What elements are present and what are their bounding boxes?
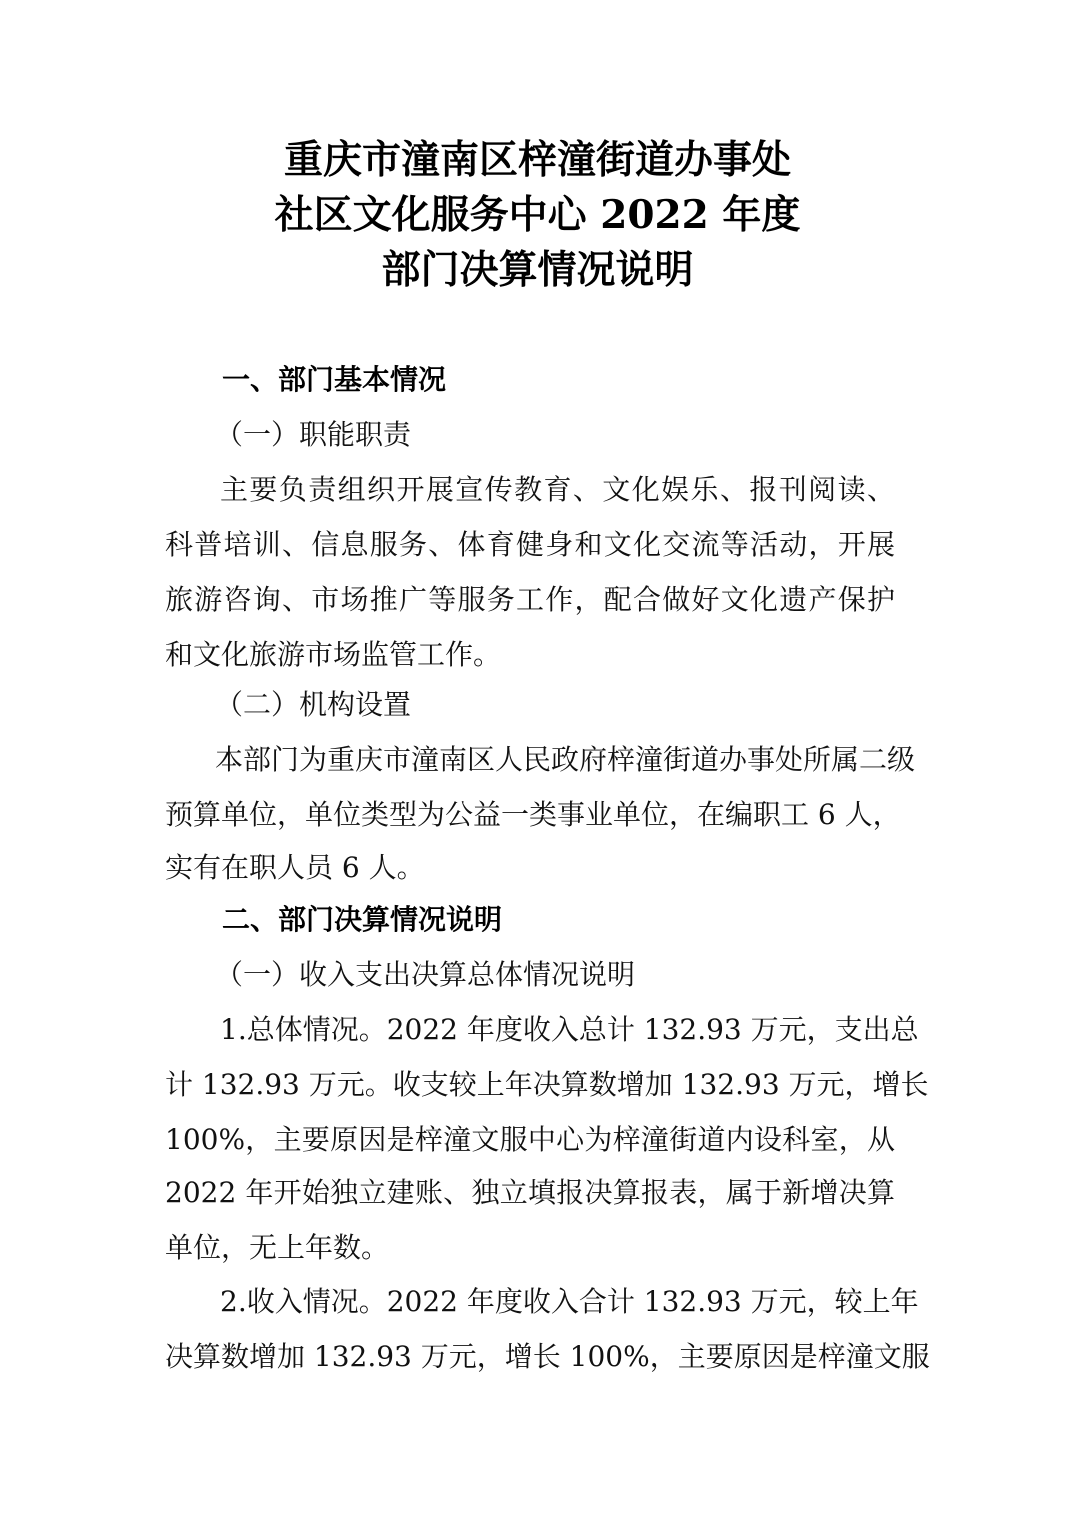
paragraph-line: 1.总体情况。2022 年度收入总计 132.93 万元，支出总 xyxy=(220,1013,919,1046)
section-heading-basic-info: 一、部门基本情况 xyxy=(222,363,447,396)
paragraph-line: 计 132.93 万元。收支较上年决算数增加 132.93 万元，增长 xyxy=(165,1068,929,1101)
paragraph-line: 旅游咨询、市场推广等服务工作，配合做好文化遗产保护 xyxy=(165,583,895,616)
paragraph-line: 100%，主要原因是梓潼文服中心为梓潼街道内设科室，从 xyxy=(165,1123,895,1156)
paragraph-line: 2.收入情况。2022 年度收入合计 132.93 万元，较上年 xyxy=(220,1285,919,1318)
subsection-heading-income-expense: （一）收入支出决算总体情况说明 xyxy=(215,958,636,991)
section-heading-final-accounts: 二、部门决算情况说明 xyxy=(222,903,503,936)
paragraph-line: 预算单位，单位类型为公益一类事业单位，在编职工 6 人， xyxy=(165,798,901,831)
document-title-line-1: 重庆市潼南区梓潼街道办事处 xyxy=(283,137,791,183)
paragraph-line: 实有在职人员 6 人。 xyxy=(165,851,425,884)
subsection-heading-duties: （一）职能职责 xyxy=(215,418,412,451)
paragraph-line: 和文化旅游市场监管工作。 xyxy=(165,638,502,671)
document-title-line-2: 社区文化服务中心 2022 年度 xyxy=(274,192,801,238)
paragraph-line: 主要负责组织开展宣传教育、文化娱乐、报刊阅读、 xyxy=(220,473,895,506)
paragraph-line: 本部门为重庆市潼南区人民政府梓潼街道办事处所属二级 xyxy=(215,743,916,776)
paragraph-line: 决算数增加 132.93 万元，增长 100%，主要原因是梓潼文服 xyxy=(165,1340,930,1373)
paragraph-line: 科普培训、信息服务、体育健身和文化交流等活动，开展 xyxy=(165,528,895,561)
document-title-line-3: 部门决算情况说明 xyxy=(381,247,694,293)
paragraph-line: 单位，无上年数。 xyxy=(165,1231,390,1264)
paragraph-line: 2022 年开始独立建账、独立填报决算报表，属于新增决算 xyxy=(165,1176,895,1209)
subsection-heading-organization: （二）机构设置 xyxy=(215,688,412,721)
